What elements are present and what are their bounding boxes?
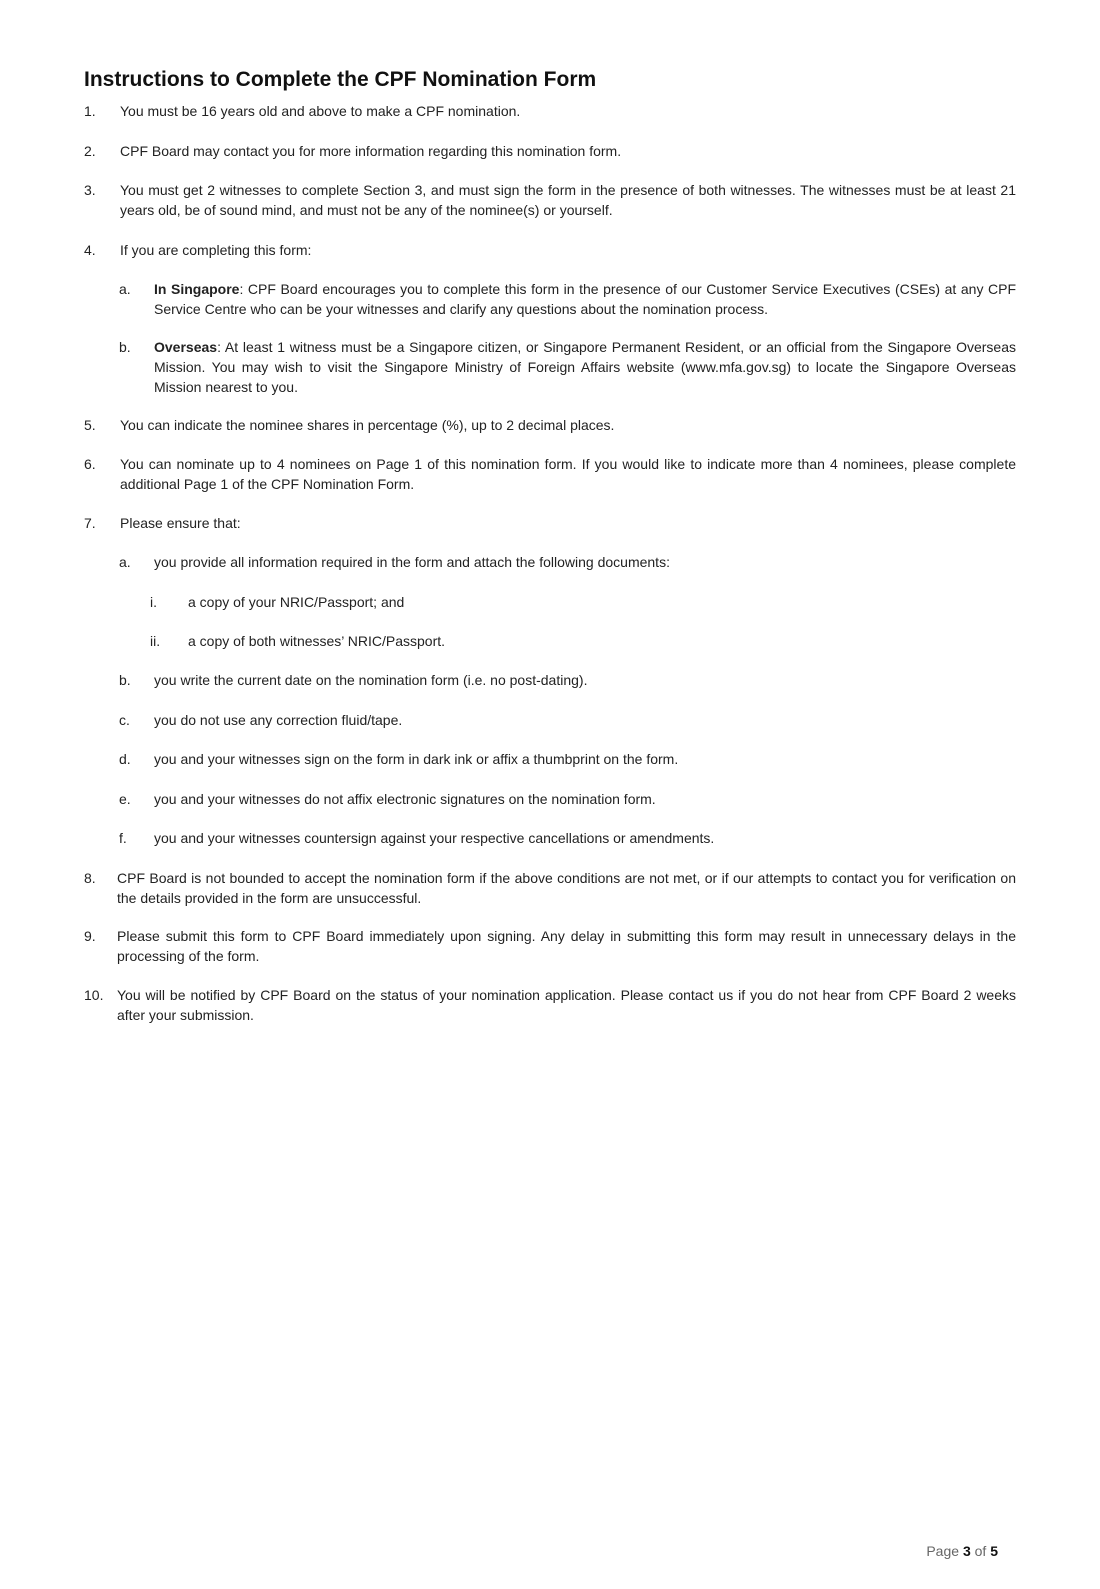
item-text	[154, 279, 1016, 319]
item-text: You can indicate the nominee shares in percentage (%), up to 2 decimal places.	[120, 417, 615, 433]
item-text: CPF Board is not bounded to accept the nomination form if the above conditions are not met, or if our attempts to contact you for verification on the details provided in the form are unsuccessful.	[117, 870, 1016, 906]
item-number: 4.	[84, 242, 96, 258]
item-letter: d.	[119, 751, 131, 767]
page-number	[926, 1543, 998, 1559]
item-label: In Singapore	[154, 281, 240, 297]
item-body: : At least 1 witness must be a Singapore citizen, or Singapore Permanent Resident, or an official from the Singapore Overseas Mission. You may wish to visit the Singapore Ministry of Foreign Affairs website (www.mfa.gov.sg) to locate the Singapore Overseas Mission nearest to you.	[154, 339, 1016, 395]
item-number: 8.	[84, 870, 96, 886]
item-number: 7.	[84, 515, 96, 531]
item-letter: e.	[119, 791, 131, 807]
page-title: Instructions to Complete the CPF Nomination Form	[84, 68, 597, 91]
item-letter: a.	[119, 281, 131, 297]
item-text: you and your witnesses countersign against your respective cancellations or amendments.	[154, 830, 715, 846]
item-text: a copy of your NRIC/Passport; and	[188, 594, 405, 610]
item-number: 3.	[84, 182, 96, 198]
item-text: Please submit this form to CPF Board immediately upon signing. Any delay in submitting this form may result in unnecessary delays in the processing of the form.	[117, 928, 1016, 964]
item-number: 1.	[84, 103, 96, 119]
item-text: a copy of both witnesses’ NRIC/Passport.	[188, 633, 446, 649]
item-number: 10.	[84, 987, 104, 1003]
item-label: Overseas	[154, 339, 218, 355]
of-label: of	[974, 1543, 987, 1559]
item-text	[154, 337, 1016, 397]
current-page: 3	[962, 1543, 971, 1559]
item-text: CPF Board may contact you for more information regarding this nomination form.	[120, 143, 622, 159]
total-pages: 5	[990, 1543, 998, 1559]
item-roman: i.	[150, 594, 157, 610]
item-text: Please ensure that:	[120, 515, 241, 531]
item-text: You must be 16 years old and above to make a CPF nomination.	[120, 103, 521, 119]
item-number: 6.	[84, 456, 96, 472]
item-text: You must get 2 witnesses to complete Section 3, and must sign the form in the presence of both witnesses. The witnesses must be at least 21 years old, be of sound mind, and must not be any of the nominee(s) or yourself.	[120, 182, 1016, 218]
item-roman: ii.	[150, 633, 161, 649]
item-text: You will be notified by CPF Board on the status of your nomination application. Please contact us if you do not hear from CPF Board 2 weeks after your submission.	[117, 987, 1016, 1023]
item-number: 5.	[84, 417, 96, 433]
item-body: : CPF Board encourages you to complete this form in the presence of our Customer Service Executives (CSEs) at any CPF Service Centre who can be your witnesses and clarify any questions about the nomination process.	[154, 281, 1016, 317]
item-text: you and your witnesses do not affix electronic signatures on the nomination form.	[154, 791, 656, 807]
item-letter: f.	[119, 830, 127, 846]
item-text: You can nominate up to 4 nominees on Page 1 of this nomination form. If you would like to indicate more than 4 nominees, please complete additional Page 1 of the CPF Nomination Form.	[120, 456, 1016, 492]
page-label: Page	[926, 1543, 960, 1559]
item-text: you provide all information required in the form and attach the following documents:	[154, 554, 670, 570]
item-text: If you are completing this form:	[120, 242, 312, 258]
item-letter: a.	[119, 554, 131, 570]
item-text: you and your witnesses sign on the form in dark ink or affix a thumbprint on the form.	[154, 751, 679, 767]
item-text: you write the current date on the nomination form (i.e. no post-dating).	[154, 672, 588, 688]
item-number: 9.	[84, 928, 96, 944]
item-letter: b.	[119, 672, 131, 688]
item-number: 2.	[84, 143, 96, 159]
item-letter: b.	[119, 339, 131, 355]
item-letter: c.	[119, 712, 130, 728]
item-text: you do not use any correction fluid/tape.	[154, 712, 403, 728]
